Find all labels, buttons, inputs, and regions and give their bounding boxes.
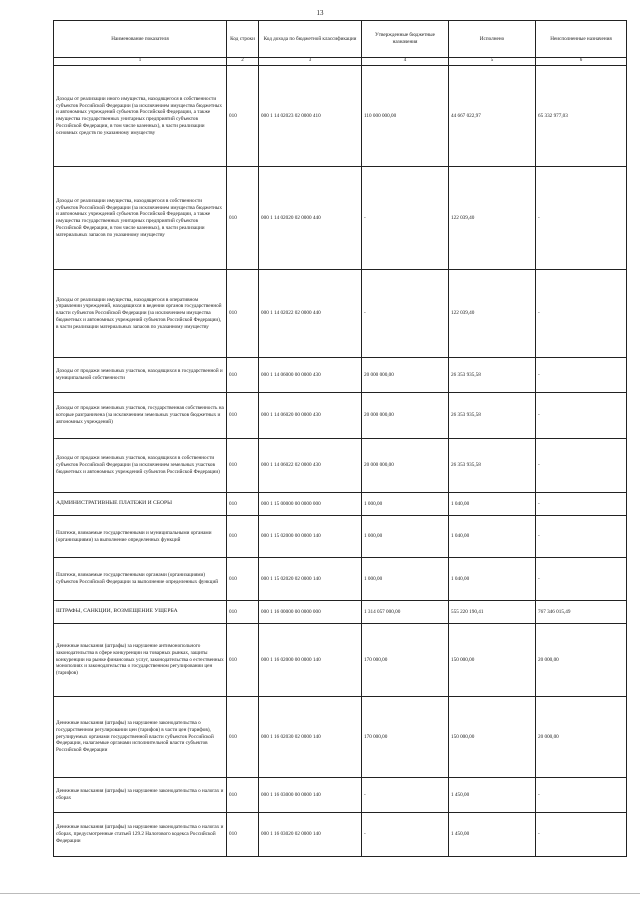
row-code: 010 xyxy=(227,493,259,516)
table-header-row xyxy=(54,21,627,58)
row-name: Денежные взыскания (штрафы) за нарушение законодательства о налогах и сборах, предусмотренные статьей 129.2 Налогового кодекса Российской Федерации xyxy=(54,813,227,857)
row-executed: 26 353 935,58 xyxy=(449,358,536,393)
row-approved: 110 000 000,00 xyxy=(362,66,449,167)
header-row-code: Код строки xyxy=(227,21,259,58)
column-number-row xyxy=(54,58,627,66)
table-row xyxy=(54,358,627,393)
row-code: 010 xyxy=(227,624,259,697)
row-unexecuted: - xyxy=(536,558,627,601)
column-number: 4 xyxy=(362,58,449,66)
row-unexecuted: 767 346 015,49 xyxy=(536,601,627,624)
row-executed: 1 040,00 xyxy=(449,516,536,558)
column-number: 1 xyxy=(54,58,227,66)
row-approved: - xyxy=(362,167,449,270)
row-name: Доходы от реализации имущества, находящегося в собственности субъектов Российской Федерации (за исключением имущества бюджетных и автономных учреждений субъектов Российской Федерации, а также имущества государственных унитарных предприятий субъектов Российской Федерации, в том числе казенных), в части реализации материальных запасов по указанному имуществу xyxy=(54,167,227,270)
row-approved: 20 000 000,00 xyxy=(362,358,449,393)
column-number: 3 xyxy=(259,58,362,66)
row-unexecuted: - xyxy=(536,358,627,393)
row-approved: - xyxy=(362,813,449,857)
row-income-code: 000 1 16 02030 02 0000 140 xyxy=(259,697,362,778)
row-approved: 20 000 000,00 xyxy=(362,393,449,439)
row-name: Денежные взыскания (штрафы) за нарушение законодательства о налогах и сборах xyxy=(54,778,227,813)
column-number: 2 xyxy=(227,58,259,66)
row-income-code: 000 1 15 00000 00 0000 000 xyxy=(259,493,362,516)
row-approved: 1 000,00 xyxy=(362,558,449,601)
row-income-code: 000 1 15 02000 00 0000 140 xyxy=(259,516,362,558)
table-row xyxy=(54,813,627,857)
row-executed: 122 039,40 xyxy=(449,167,536,270)
row-unexecuted: 20 000,00 xyxy=(536,697,627,778)
row-approved: - xyxy=(362,778,449,813)
row-unexecuted: - xyxy=(536,778,627,813)
row-unexecuted: - xyxy=(536,270,627,358)
budget-execution-table xyxy=(53,20,627,857)
row-code: 010 xyxy=(227,813,259,857)
row-code: 010 xyxy=(227,270,259,358)
row-unexecuted: 20 000,00 xyxy=(536,624,627,697)
row-name: Доходы от продажи земельных участков, находящихся в собственности субъектов Российской Федерации (за исключением земельных участков бюджетных и автономных учреждений субъектов Российской Федерации) xyxy=(54,439,227,493)
table-row xyxy=(54,558,627,601)
row-name: Платежи, взимаемые государственными органами (организациями) субъектов Российской Федерации за выполнение определенных функций xyxy=(54,558,227,601)
row-income-code: 000 1 16 02000 00 0000 140 xyxy=(259,624,362,697)
row-executed: 26 353 935,58 xyxy=(449,439,536,493)
row-executed: 1 450,00 xyxy=(449,778,536,813)
row-income-code: 000 1 14 02022 02 0000 440 xyxy=(259,270,362,358)
row-unexecuted: - xyxy=(536,813,627,857)
row-unexecuted: - xyxy=(536,516,627,558)
table-row xyxy=(54,516,627,558)
table-row xyxy=(54,697,627,778)
row-name: Доходы от продажи земельных участков, государственная собственность на которые разграничена (за исключением земельных участков бюджетных и автономных учреждений) xyxy=(54,393,227,439)
row-name: Доходы от реализации имущества, находящегося в оперативном управлении учреждений, находящихся в ведении органов государственной власти субъектов Российской Федерации (за исключением имущества бюджетных и автономных учреждений субъектов Российской Федерации), в части реализации материальных запасов по указанному имуществу xyxy=(54,270,227,358)
row-code: 010 xyxy=(227,66,259,167)
column-number: 6 xyxy=(536,58,627,66)
row-unexecuted: - xyxy=(536,493,627,516)
row-executed: 150 000,00 xyxy=(449,624,536,697)
row-executed: 122 039,40 xyxy=(449,270,536,358)
table-row xyxy=(54,167,627,270)
row-executed: 150 000,00 xyxy=(449,697,536,778)
header-income-code: Код дохода по бюджетной классификации xyxy=(259,21,362,58)
row-income-code: 000 1 16 03020 02 0000 140 xyxy=(259,813,362,857)
row-name: Денежные взыскания (штрафы) за нарушение антимонопольного законодательства в сфере конкуренции на товарных рынках, защиты конкуренции на рынке финансовых услуг, законодательства о естественных монополиях и законодательства о государственном регулировании цен (тарифов) xyxy=(54,624,227,697)
row-unexecuted: 65 332 977,03 xyxy=(536,66,627,167)
row-code: 010 xyxy=(227,778,259,813)
row-approved: 20 000 000,00 xyxy=(362,439,449,493)
row-unexecuted: - xyxy=(536,439,627,493)
row-executed: 44 667 022,97 xyxy=(449,66,536,167)
header-unexecuted: Неисполненные назначения xyxy=(536,21,627,58)
row-code: 010 xyxy=(227,358,259,393)
row-income-code: 000 1 15 02020 02 0000 140 xyxy=(259,558,362,601)
row-name: Доходы от продажи земельных участков, находящихся в государственной и муниципальной собственности xyxy=(54,358,227,393)
table-row xyxy=(54,601,627,624)
table-row xyxy=(54,66,627,167)
row-income-code: 000 1 14 06022 02 0000 430 xyxy=(259,439,362,493)
table-row xyxy=(54,624,627,697)
row-executed: 1 450,00 xyxy=(449,813,536,857)
row-approved: 170 000,00 xyxy=(362,624,449,697)
table-row xyxy=(54,270,627,358)
header-executed: Исполнено xyxy=(449,21,536,58)
row-income-code: 000 1 14 06020 00 0000 430 xyxy=(259,393,362,439)
row-income-code: 000 1 14 06000 00 0000 430 xyxy=(259,358,362,393)
row-name: Доходы от реализации иного имущества, находящегося в собственности субъектов Российской Федерации (за исключением имущества бюджетных и автономных учреждений субъектов Российской Федерации, а также имущества государственных унитарных предприятий субъектов Российской Федерации, в том числе казенных), в части реализации основных средств по указанному имуществу xyxy=(54,66,227,167)
header-approved: Утвержденные бюджетные назначения xyxy=(362,21,449,58)
row-executed: 555 220 190,41 xyxy=(449,601,536,624)
row-code: 010 xyxy=(227,558,259,601)
page-number: 13 xyxy=(316,9,324,17)
page-bottom-divider xyxy=(0,893,640,894)
row-code: 010 xyxy=(227,439,259,493)
row-executed: 1 040,00 xyxy=(449,493,536,516)
row-code: 010 xyxy=(227,393,259,439)
row-code: 010 xyxy=(227,697,259,778)
header-indicator-name: Наименование показателя xyxy=(54,21,227,58)
table-row xyxy=(54,439,627,493)
row-income-code: 000 1 16 00000 00 0000 000 xyxy=(259,601,362,624)
row-unexecuted: - xyxy=(536,393,627,439)
row-approved: 1 000,00 xyxy=(362,493,449,516)
row-code: 010 xyxy=(227,601,259,624)
row-name: АДМИНИСТРАТИВНЫЕ ПЛАТЕЖИ И СБОРЫ xyxy=(54,493,227,516)
row-name: Денежные взыскания (штрафы) за нарушение законодательства о государственном регулировании цен (тарифов) в части цен (тарифов), регулируемых органами государственной власти субъектов Российской Федерации, налагаемые органами исполнительной власти субъектов Российской Федерации xyxy=(54,697,227,778)
row-name: Платежи, взимаемые государственными и муниципальными органами (организациями) за выполнение определенных функций xyxy=(54,516,227,558)
row-executed: 26 353 935,58 xyxy=(449,393,536,439)
row-approved: 170 000,00 xyxy=(362,697,449,778)
row-code: 010 xyxy=(227,167,259,270)
table-row xyxy=(54,493,627,516)
table-row xyxy=(54,393,627,439)
row-income-code: 000 1 14 02023 02 0000 410 xyxy=(259,66,362,167)
row-approved: - xyxy=(362,270,449,358)
row-executed: 1 040,00 xyxy=(449,558,536,601)
row-approved: 1 314 057 000,00 xyxy=(362,601,449,624)
row-income-code: 000 1 16 03000 00 0000 140 xyxy=(259,778,362,813)
row-income-code: 000 1 14 02020 02 0000 440 xyxy=(259,167,362,270)
row-approved: 1 000,00 xyxy=(362,516,449,558)
column-number: 5 xyxy=(449,58,536,66)
row-name: ШТРАФЫ, САНКЦИИ, ВОЗМЕЩЕНИЕ УЩЕРБА xyxy=(54,601,227,624)
row-code: 010 xyxy=(227,516,259,558)
row-unexecuted: - xyxy=(536,167,627,270)
table-row xyxy=(54,778,627,813)
